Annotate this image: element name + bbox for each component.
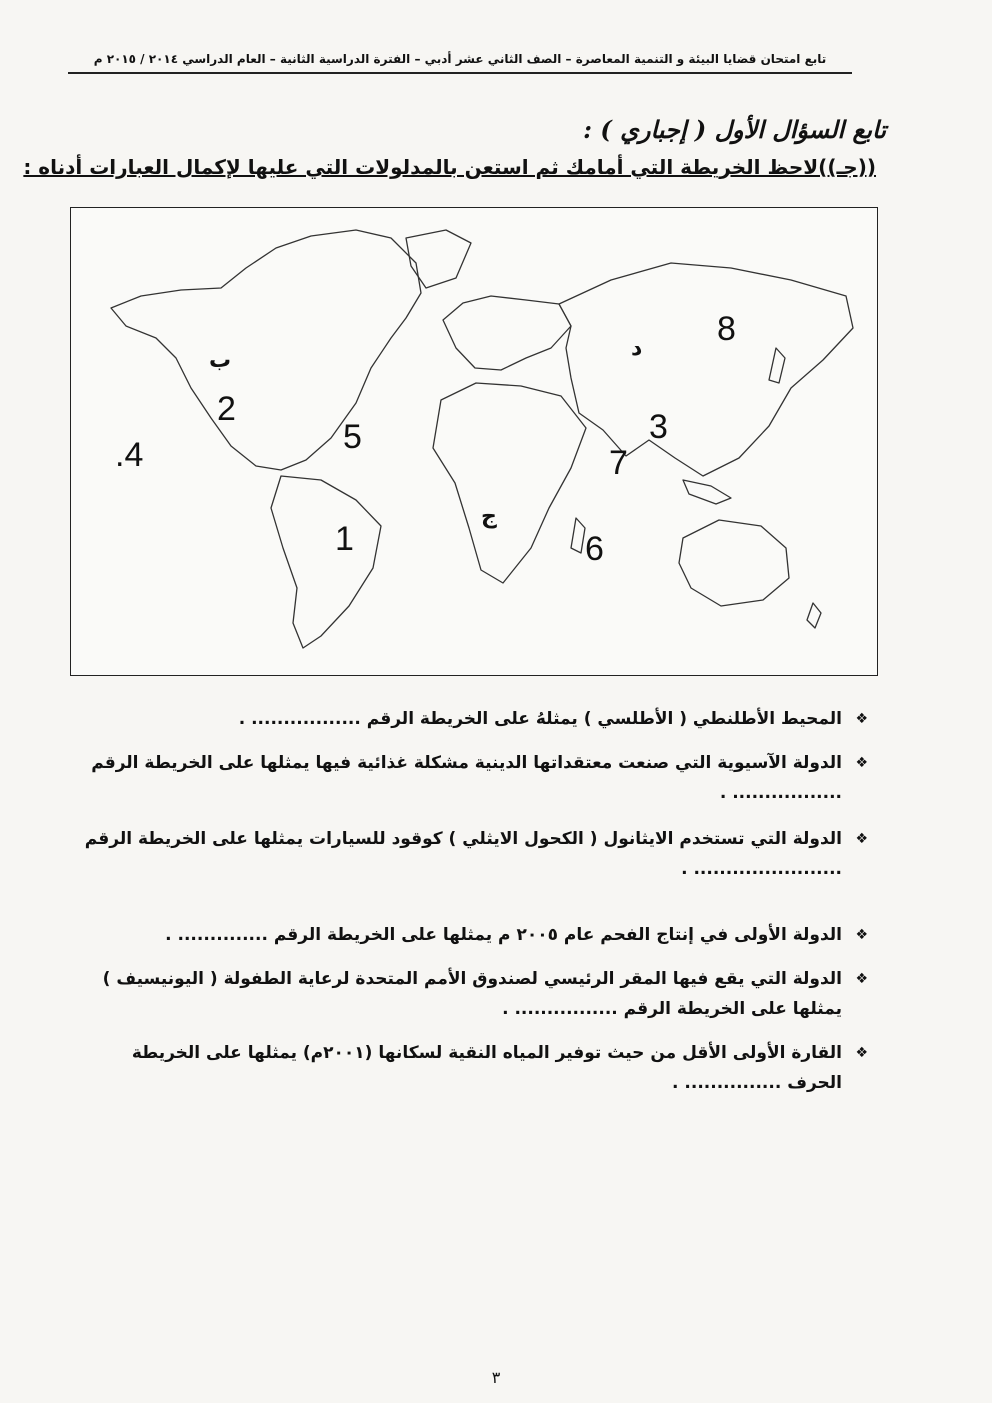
bullet-icon: ❖ <box>855 831 868 847</box>
item-line: المحيط الأطلنطي ( الأطلسي ) يمثلهُ على الخريطة الرقم ................. . <box>238 709 842 729</box>
map-number-6: 6 <box>585 530 604 568</box>
map-letter-ba: ب <box>209 348 232 373</box>
australia-outline <box>679 520 789 606</box>
item-answer-line: الحرف ............... . <box>672 1073 842 1093</box>
map-number-2: 2 <box>217 390 236 428</box>
item-answer-line: ................. . <box>719 783 842 803</box>
page-number: ٣ <box>491 1368 501 1387</box>
item-answer-line: يمثلها على الخريطة الرقم ................ . <box>502 999 842 1019</box>
question-instruction: ((جـ))لاحظ الخريطة التي أمامك ثم استعن بالمدلولات التي عليها لإكمال العبارات أدناه : <box>23 155 876 179</box>
greenland-outline <box>406 230 471 288</box>
item-line: الدولة الآسيوية التي صنعت معتقداتها الدينية مشكلة غذائية فيها يمثلها على الخريطة الرقم <box>91 753 842 773</box>
map-letter-jeem: ج <box>481 504 497 529</box>
bullet-icon: ❖ <box>855 711 868 727</box>
item-line: الدولة التي تستخدم الايثانول ( الكحول الايثلي ) كوقود للسيارات يمثلها على الخريطة الرقم <box>84 829 842 849</box>
world-map <box>70 207 878 676</box>
europe-outline <box>443 296 571 370</box>
north-america-outline <box>111 230 421 470</box>
list-item <box>238 704 868 734</box>
page-header: تابع امتحان قضايا البيئة و التنمية المعاصرة – الصف الثاني عشر أدبي – الفترة الدراسية الثانية – العام الدراسي ٢٠١٤ / ٢٠١٥ م <box>68 52 852 74</box>
list-item <box>131 1038 868 1098</box>
map-number-5: 5 <box>343 418 362 456</box>
new-zealand-outline <box>807 603 821 628</box>
asia-outline <box>559 263 853 476</box>
africa-outline <box>433 383 586 583</box>
list-item <box>102 964 868 1024</box>
item-line: الدولة الأولى في إنتاج الفحم عام ٢٠٠٥ م يمثلها على الخريطة الرقم .............. . <box>165 925 842 945</box>
map-number-8: 8 <box>717 310 736 348</box>
bullet-icon: ❖ <box>855 755 868 771</box>
map-number-4: .4 <box>115 436 144 474</box>
bullet-icon: ❖ <box>855 971 868 987</box>
madagascar-outline <box>571 518 585 553</box>
map-number-3: 3 <box>649 408 668 446</box>
list-item <box>91 748 868 808</box>
item-line: الدولة التي يقع فيها المقر الرئيسي لصندوق الأمم المتحدة لرعاية الطفولة ( اليونيسيف ) <box>102 969 842 989</box>
world-map-outline <box>71 208 877 675</box>
indonesia-outline <box>683 480 731 504</box>
item-answer-line: ....................... . <box>681 859 842 879</box>
map-number-7: 7 <box>609 444 628 482</box>
question-title: تابع السؤال الأول ( إجباري ) : <box>583 115 886 144</box>
bullet-icon: ❖ <box>855 927 868 943</box>
japan-outline <box>769 348 785 383</box>
map-number-1: 1 <box>335 520 354 558</box>
map-letter-dal: د <box>631 336 643 361</box>
list-item <box>84 824 868 884</box>
south-america-outline <box>271 476 381 648</box>
bullet-icon: ❖ <box>855 1045 868 1061</box>
list-item <box>165 920 868 950</box>
item-line: القارة الأولى الأقل من حيث توفير المياه النقية لسكانها (٢٠٠١م) يمثلها على الخريطة <box>131 1043 842 1063</box>
